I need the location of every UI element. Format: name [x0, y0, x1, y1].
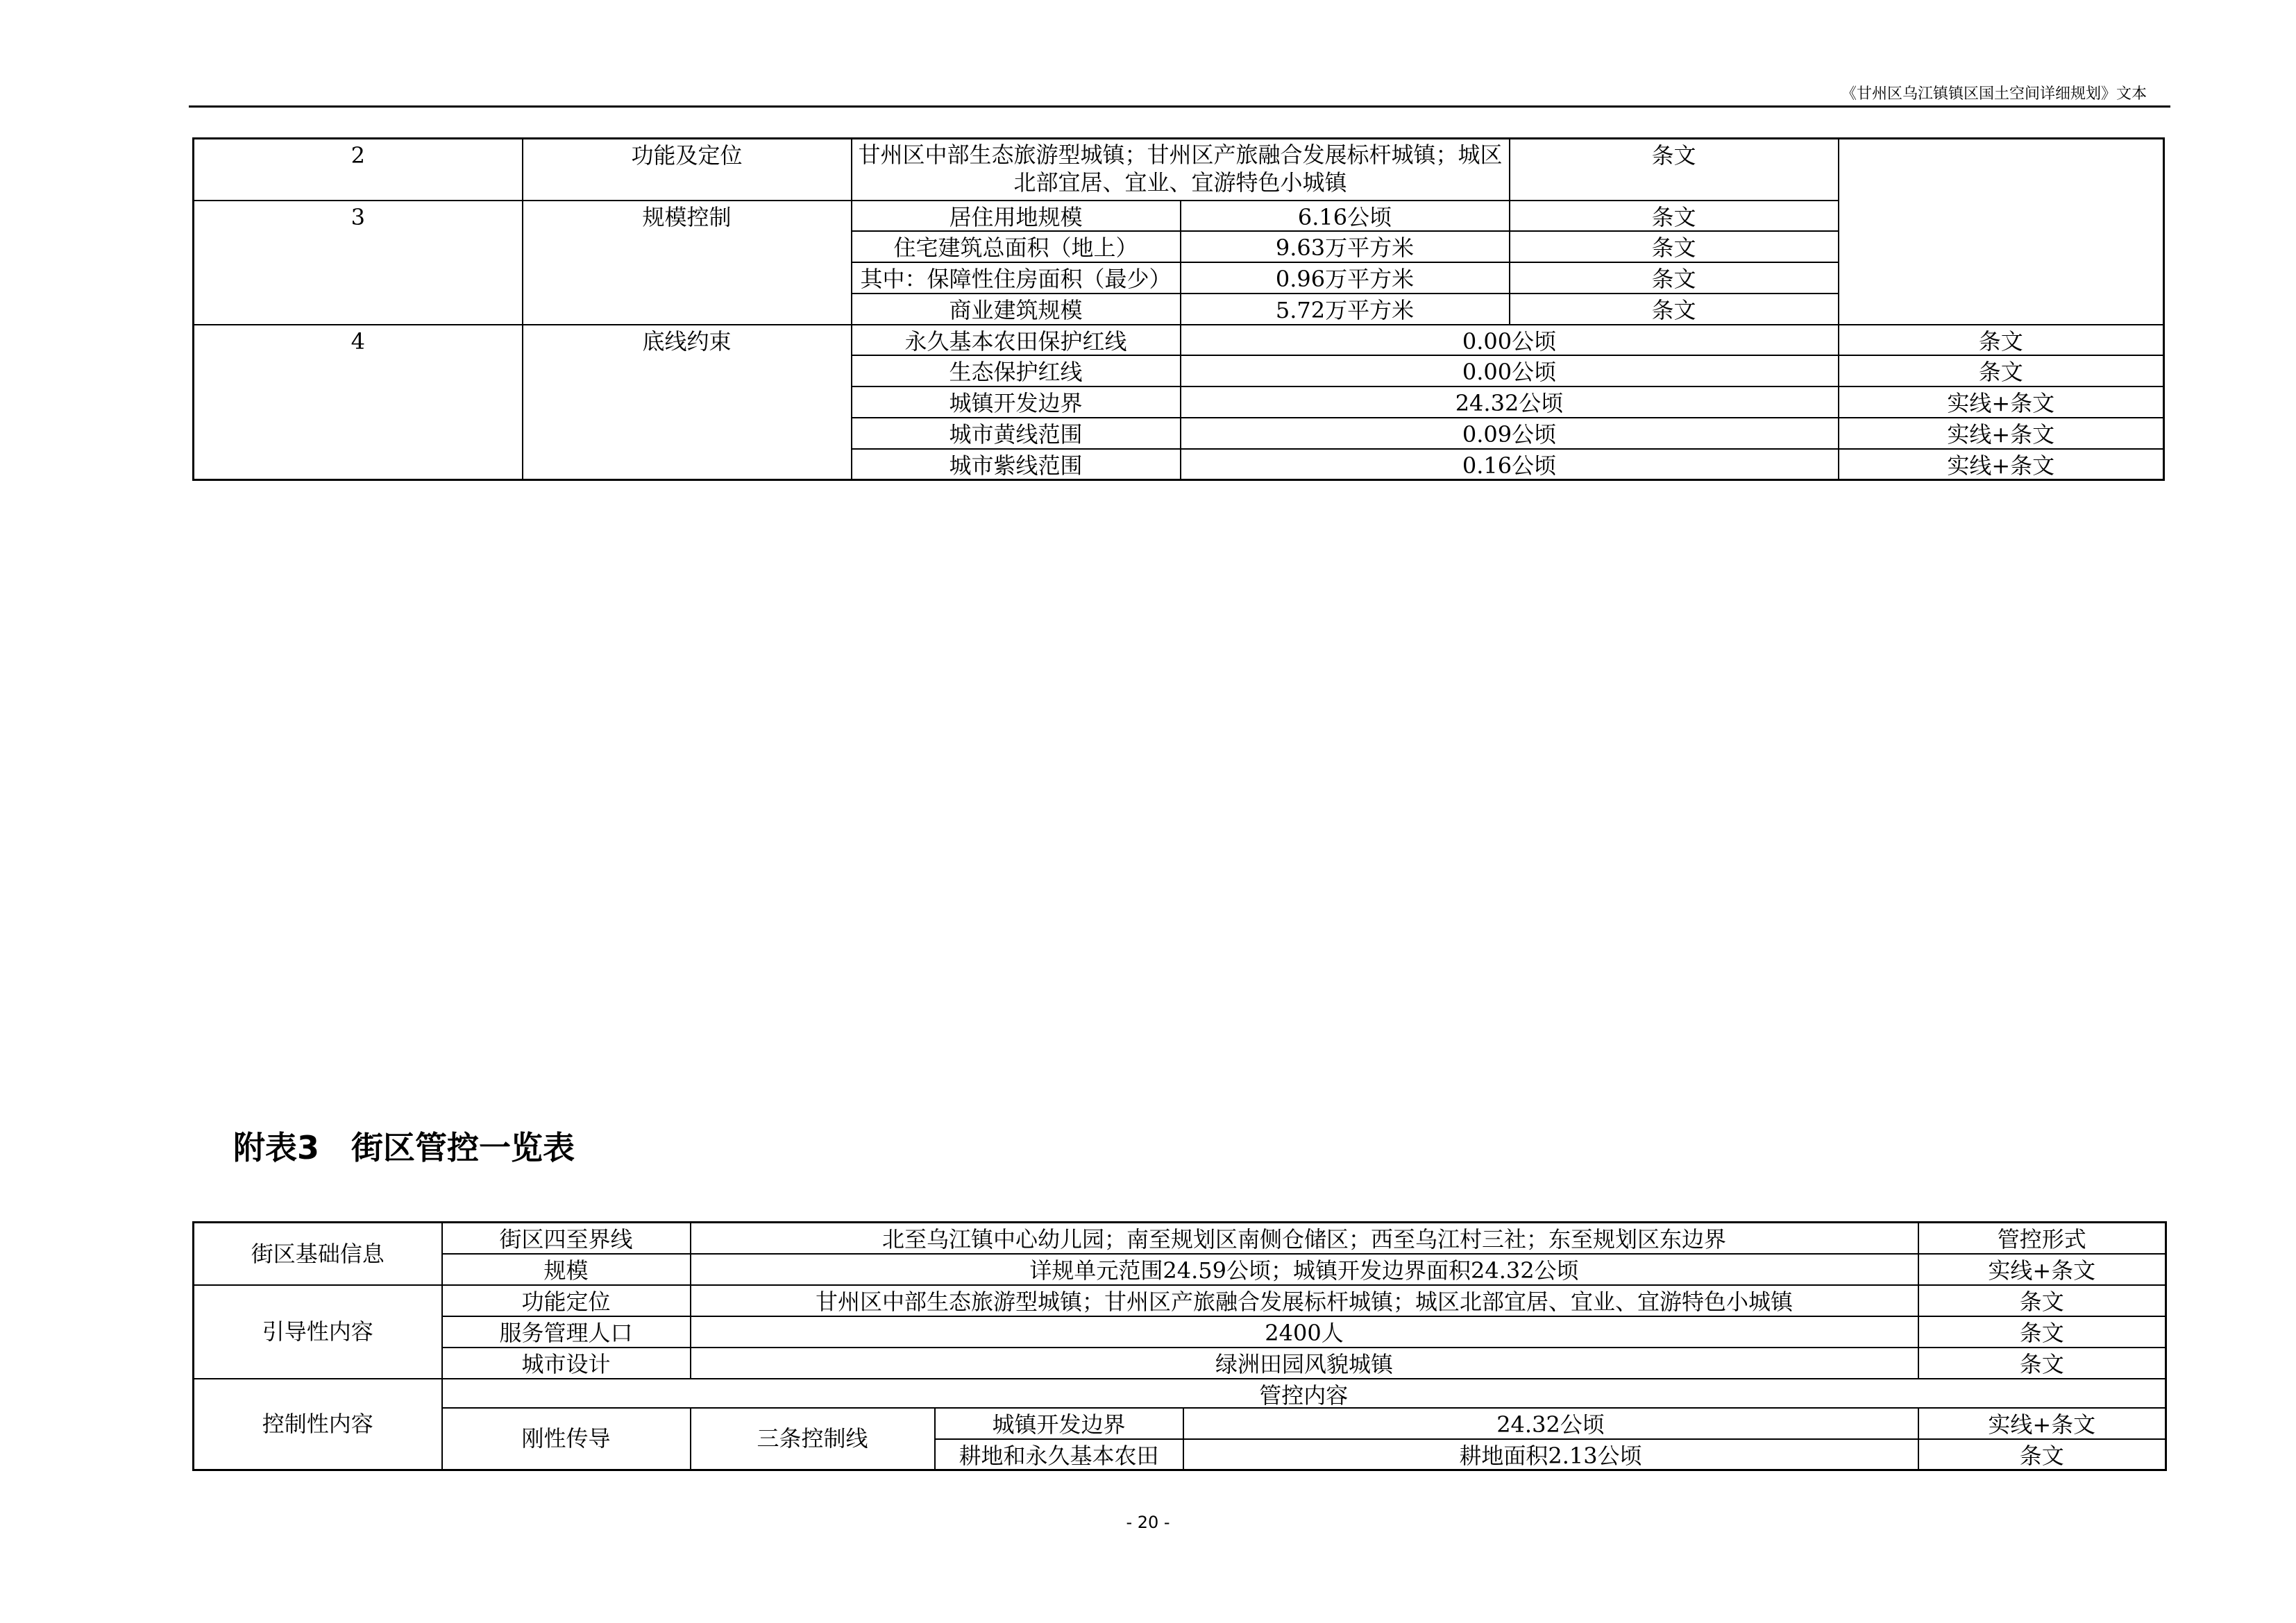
three-control-lines: 三条控制线	[691, 1408, 935, 1470]
item-cell: 耕地和永久基本农田	[935, 1439, 1183, 1470]
form-header: 管控形式	[1918, 1223, 2166, 1254]
value-cell: 5.72万平方米	[1181, 294, 1510, 325]
item-cell: 居住用地规模	[852, 201, 1181, 232]
table-row	[194, 201, 2164, 232]
item-cell: 城镇开发边界	[935, 1408, 1183, 1439]
category-cell: 功能及定位	[523, 139, 852, 201]
value-cell: 0.00公顷	[1181, 325, 1839, 356]
group-basic-info: 街区基础信息	[194, 1223, 442, 1285]
table-row	[194, 325, 2164, 356]
row-number: 2	[194, 139, 523, 201]
value-cell: 0.16公顷	[1181, 449, 1839, 480]
form-cell: 条文	[1510, 262, 1839, 294]
guide-label: 服务管理人口	[442, 1316, 691, 1348]
block-control-table	[192, 1221, 2167, 1471]
item-cell: 生态保护红线	[852, 355, 1181, 386]
form-cell: 条文	[1918, 1439, 2166, 1470]
form-cell: 条文	[1839, 355, 2164, 386]
value-cell: 24.32公顷	[1181, 386, 1839, 418]
content-cell: 甘州区中部生态旅游型城镇；甘州区产旅融合发展标杆城镇；城区北部宜居、宜业、宜游特色小城镇	[852, 139, 1510, 201]
row-number: 3	[194, 201, 523, 325]
table-row	[194, 1408, 2166, 1439]
table-row	[194, 139, 2164, 201]
value-cell: 0.00公顷	[1181, 355, 1839, 386]
group-control: 控制性内容	[194, 1379, 442, 1470]
guide-value: 绿洲田园风貌城镇	[691, 1348, 1918, 1379]
value-cell: 6.16公顷	[1181, 201, 1510, 232]
section-title: 附表3 街区管控一览表	[233, 1129, 575, 1166]
rigid-transfer: 刚性传导	[442, 1408, 691, 1470]
table-row	[194, 1316, 2166, 1348]
scale-value: 详规单元范围24.59公顷；城镇开发边界面积24.32公顷	[691, 1254, 1918, 1285]
item-cell: 其中：保障性住房面积（最少）	[852, 262, 1181, 294]
form-cell: 条文	[1510, 139, 1839, 201]
form-cell: 实线+条文	[1839, 449, 2164, 480]
table-row	[194, 1379, 2166, 1408]
control-header: 管控内容	[442, 1379, 2166, 1408]
guide-label: 功能定位	[442, 1285, 691, 1316]
value-cell: 0.09公顷	[1181, 418, 1839, 449]
boundary-label: 街区四至界线	[442, 1223, 691, 1254]
guide-value: 甘州区中部生态旅游型城镇；甘州区产旅融合发展标杆城镇；城区北部宜居、宜业、宜游特色小城镇	[691, 1285, 1918, 1316]
item-cell: 住宅建筑总面积（地上）	[852, 231, 1181, 262]
item-cell: 城市黄线范围	[852, 418, 1181, 449]
boundary-value: 北至乌江镇中心幼儿园；南至规划区南侧仓储区；西至乌江村三社；东至规划区东边界	[691, 1223, 1918, 1254]
item-cell: 城镇开发边界	[852, 386, 1181, 418]
table-row	[194, 1254, 2166, 1285]
category-cell: 规模控制	[523, 201, 852, 325]
page-number: - 20 -	[1126, 1513, 1170, 1532]
form-cell: 条文	[1918, 1285, 2166, 1316]
item-cell: 商业建筑规模	[852, 294, 1181, 325]
value-cell: 9.63万平方米	[1181, 231, 1510, 262]
category-cell: 底线约束	[523, 325, 852, 480]
value-cell: 耕地面积2.13公顷	[1183, 1439, 1918, 1470]
form-cell: 条文	[1918, 1348, 2166, 1379]
form-cell: 实线+条文	[1918, 1408, 2166, 1439]
form-cell: 条文	[1839, 325, 2164, 356]
group-guidance: 引导性内容	[194, 1285, 442, 1379]
value-cell: 0.96万平方米	[1181, 262, 1510, 294]
form-cell: 条文	[1510, 231, 1839, 262]
item-cell: 永久基本农田保护红线	[852, 325, 1181, 356]
scale-label: 规模	[442, 1254, 691, 1285]
form-cell: 实线+条文	[1839, 418, 2164, 449]
document-header-title: 《甘州区乌江镇镇区国土空间详细规划》文本	[1841, 85, 2147, 103]
form-cell: 实线+条文	[1839, 386, 2164, 418]
table-row	[194, 1285, 2166, 1316]
table-row	[194, 1223, 2166, 1254]
value-cell: 24.32公顷	[1183, 1408, 1918, 1439]
form-cell: 实线+条文	[1918, 1254, 2166, 1285]
item-cell: 城市紫线范围	[852, 449, 1181, 480]
guide-value: 2400人	[691, 1316, 1918, 1348]
planning-indicator-table	[192, 137, 2165, 481]
table-row	[194, 1348, 2166, 1379]
row-number: 4	[194, 325, 523, 480]
form-cell: 条文	[1510, 294, 1839, 325]
form-cell: 条文	[1918, 1316, 2166, 1348]
form-cell: 条文	[1510, 201, 1839, 232]
header-rule	[189, 105, 2170, 108]
guide-label: 城市设计	[442, 1348, 691, 1379]
